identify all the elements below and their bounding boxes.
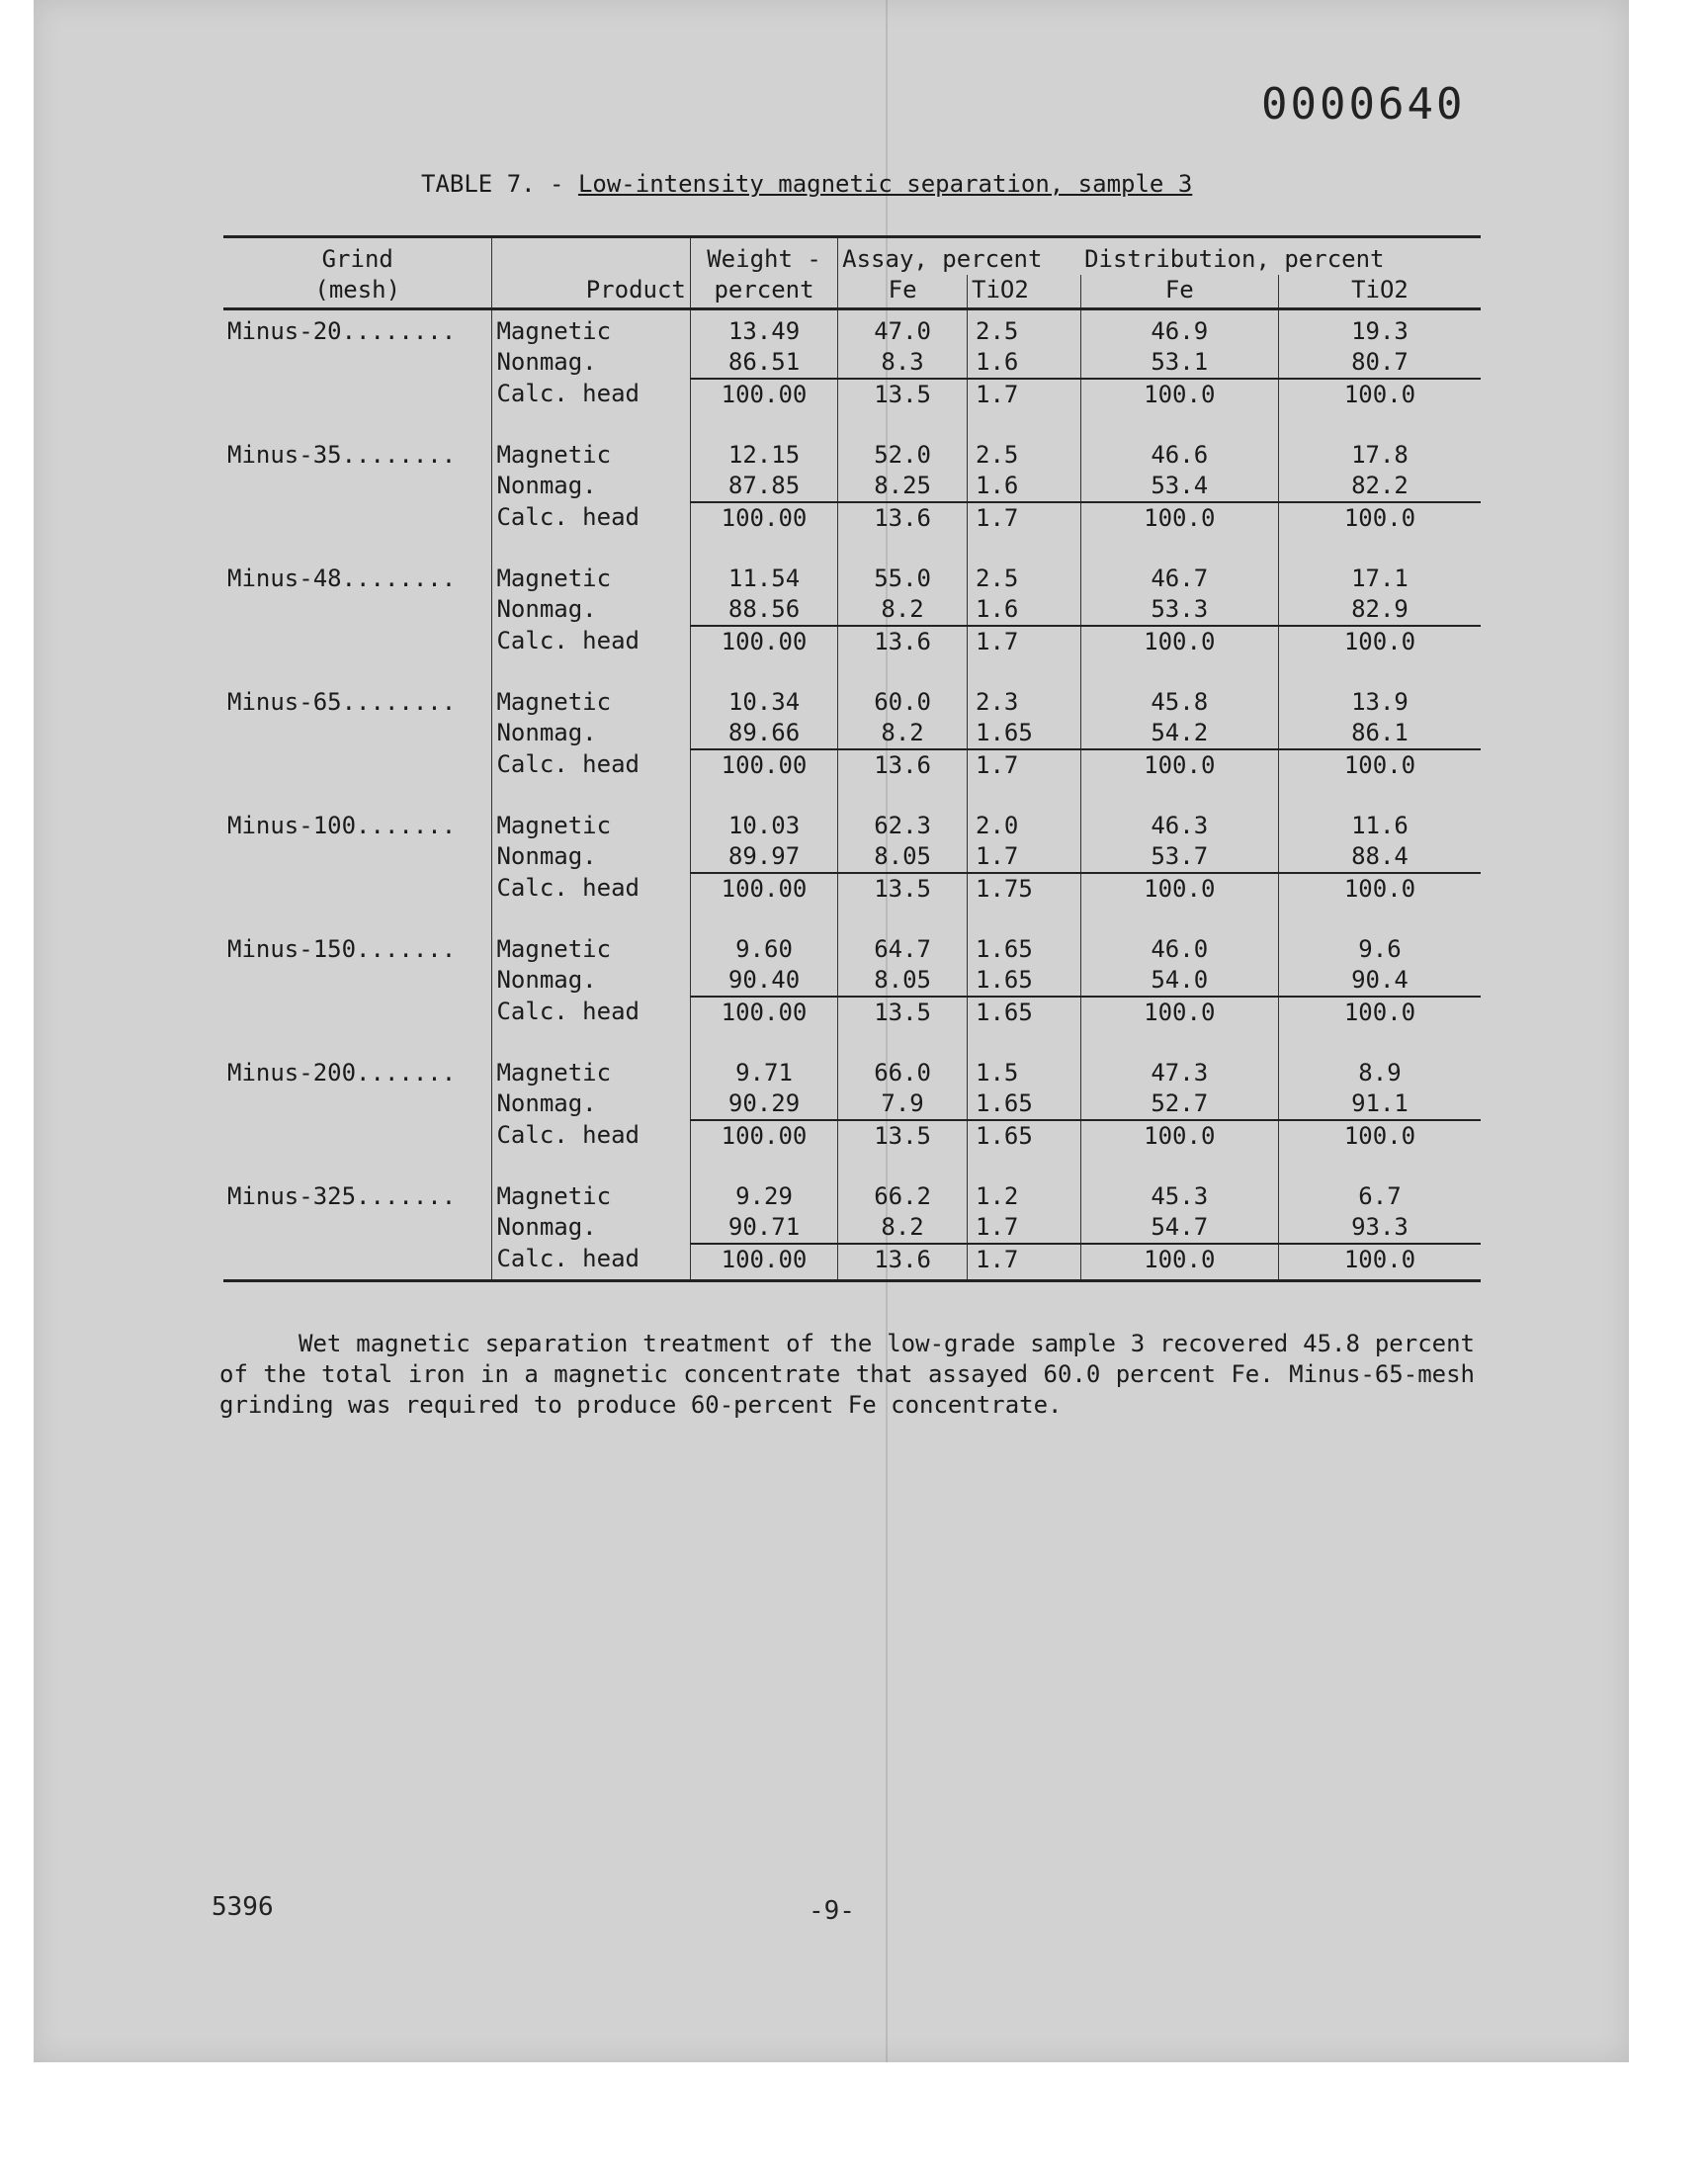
dist-tio2-cell: 100.0 [1278,873,1481,928]
weight-cell: 100.00 [690,749,837,805]
table-row [223,841,1481,873]
assay-fe-cell: 13.5 [838,997,968,1052]
weight-cell: 100.00 [690,997,837,1052]
weight-cell: 13.49 [690,309,837,348]
assay-fe-cell: 8.2 [838,718,968,749]
grind-cell [223,965,492,997]
weight-cell: 11.54 [690,558,837,594]
weight-cell: 100.00 [690,626,837,681]
dist-tio2-cell: 17.8 [1278,434,1481,471]
assay-fe-cell: 8.3 [838,347,968,379]
assay-tio2-cell: 1.65 [968,928,1081,965]
page-number: -9- [809,1896,855,1926]
assay-tio2-cell: 1.65 [968,718,1081,749]
product-cell: Nonmag. [492,965,690,997]
grind-cell: Minus-48........ [227,565,457,592]
table-row [223,1244,1481,1281]
dist-tio2-cell: 6.7 [1278,1175,1481,1212]
assay-fe-cell: 8.05 [838,965,968,997]
table-row [223,434,1481,471]
table-row [223,1212,1481,1244]
dist-fe-cell: 47.3 [1080,1052,1278,1088]
assay-fe-cell: 66.2 [838,1175,968,1212]
dist-fe-cell: 52.7 [1080,1088,1278,1120]
product-cell: Magnetic [492,309,690,348]
grind-cell [223,997,492,1052]
grind-cell [223,347,492,379]
assay-tio2-cell: 2.5 [968,309,1081,348]
assay-tio2-cell: 1.7 [968,379,1081,434]
weight-cell: 100.00 [690,379,837,434]
dist-tio2-cell: 82.9 [1278,594,1481,626]
dist-fe-cell: 53.4 [1080,471,1278,502]
header-assay: Assay, percent [838,237,1080,276]
weight-cell: 88.56 [690,594,837,626]
assay-fe-cell: 66.0 [838,1052,968,1088]
header-weight: Weight - [690,237,837,276]
assay-tio2-cell: 2.5 [968,558,1081,594]
dist-fe-cell: 45.3 [1080,1175,1278,1212]
product-cell: Nonmag. [492,1212,690,1244]
product-cell: Calc. head [492,502,690,558]
dist-fe-cell: 100.0 [1080,626,1278,681]
product-cell: Nonmag. [492,471,690,502]
assay-fe-cell: 52.0 [838,434,968,471]
product-cell: Magnetic [492,928,690,965]
weight-cell: 100.00 [690,1120,837,1175]
assay-fe-cell: 55.0 [838,558,968,594]
dist-fe-cell: 53.3 [1080,594,1278,626]
dist-tio2-cell: 100.0 [1278,502,1481,558]
weight-cell: 10.03 [690,805,837,841]
grind-cell: Minus-35........ [227,441,457,469]
assay-fe-cell: 8.2 [838,594,968,626]
product-cell: Nonmag. [492,594,690,626]
dist-fe-cell: 100.0 [1080,379,1278,434]
product-cell: Calc. head [492,873,690,928]
assay-tio2-cell: 1.65 [968,1088,1081,1120]
grind-cell [223,749,492,805]
assay-fe-cell: 13.6 [838,502,968,558]
product-cell: Nonmag. [492,1088,690,1120]
product-cell: Magnetic [492,805,690,841]
assay-fe-cell: 64.7 [838,928,968,965]
grind-cell: Minus-20........ [227,317,457,345]
weight-cell: 90.40 [690,965,837,997]
dist-fe-cell: 54.7 [1080,1212,1278,1244]
dist-tio2-cell: 82.2 [1278,471,1481,502]
product-cell: Magnetic [492,681,690,718]
table-row [223,1175,1481,1212]
assay-fe-cell: 13.5 [838,1120,968,1175]
table-row [223,558,1481,594]
dist-fe-cell: 46.7 [1080,558,1278,594]
grind-cell [223,841,492,873]
header-assay-tio2: TiO2 [968,275,1081,309]
weight-cell: 100.00 [690,502,837,558]
product-cell: Nonmag. [492,841,690,873]
dist-tio2-cell: 91.1 [1278,1088,1481,1120]
dist-tio2-cell: 19.3 [1278,309,1481,348]
header-mesh: (mesh) [223,275,492,309]
weight-cell: 90.71 [690,1212,837,1244]
dist-tio2-cell: 100.0 [1278,997,1481,1052]
table-body [223,309,1481,1281]
product-cell: Calc. head [492,1120,690,1175]
product-cell: Nonmag. [492,347,690,379]
assay-tio2-cell: 1.7 [968,841,1081,873]
dist-tio2-cell: 100.0 [1278,379,1481,434]
dist-fe-cell: 53.1 [1080,347,1278,379]
dist-fe-cell: 100.0 [1080,1244,1278,1281]
assay-tio2-cell: 1.65 [968,965,1081,997]
header-distribution: Distribution, percent [1080,237,1481,276]
summary-paragraph: Wet magnetic separation treatment of the low-grade sample 3 recovered 45.8 percent of the total iron in a magnetic concentrate that assayed 60.0 percent Fe. Minus-65-mesh grinding was required to produce 60-percent Fe concentrate. [219,1330,1475,1419]
dist-tio2-cell: 9.6 [1278,928,1481,965]
grind-cell: Minus-150....... [227,935,457,963]
product-cell: Nonmag. [492,718,690,749]
dist-fe-cell: 46.9 [1080,309,1278,348]
table-row [223,928,1481,965]
weight-cell: 89.66 [690,718,837,749]
weight-cell: 12.15 [690,434,837,471]
grind-cell [223,502,492,558]
weight-cell: 10.34 [690,681,837,718]
assay-fe-cell: 13.6 [838,1244,968,1281]
assay-fe-cell: 13.5 [838,379,968,434]
dist-tio2-cell: 100.0 [1278,626,1481,681]
dist-tio2-cell: 90.4 [1278,965,1481,997]
table-title-text: Low-intensity magnetic separation, sample 3 [577,170,1193,198]
table-row [223,965,1481,997]
weight-cell: 89.97 [690,841,837,873]
dist-fe-cell: 54.2 [1080,718,1278,749]
table-row [223,681,1481,718]
weight-cell: 87.85 [690,471,837,502]
table-row [223,626,1481,681]
dist-fe-cell: 100.0 [1080,502,1278,558]
weight-cell: 100.00 [690,1244,837,1281]
assay-tio2-cell: 2.3 [968,681,1081,718]
grind-cell [223,594,492,626]
header-dist-fe: Fe [1080,275,1278,309]
dist-tio2-cell: 100.0 [1278,1120,1481,1175]
product-cell: Calc. head [492,749,690,805]
assay-tio2-cell: 1.7 [968,749,1081,805]
header-dist-tio2: TiO2 [1278,275,1481,309]
separation-table [223,235,1481,1282]
header-assay-fe: Fe [838,275,968,309]
product-cell: Calc. head [492,997,690,1052]
product-cell: Magnetic [492,558,690,594]
grind-cell [223,1212,492,1244]
grind-cell: Minus-325....... [227,1182,457,1210]
table-row [223,718,1481,749]
weight-cell: 100.00 [690,873,837,928]
grind-cell [223,1088,492,1120]
dist-fe-cell: 53.7 [1080,841,1278,873]
table-row [223,594,1481,626]
product-cell: Calc. head [492,379,690,434]
dist-fe-cell: 46.6 [1080,434,1278,471]
header-product: Product [492,275,690,309]
assay-fe-cell: 7.9 [838,1088,968,1120]
dist-tio2-cell: 100.0 [1278,749,1481,805]
assay-tio2-cell: 1.75 [968,873,1081,928]
weight-cell: 90.29 [690,1088,837,1120]
table-title [421,170,1192,198]
page-id: 5396 [212,1892,274,1922]
table-row [223,1088,1481,1120]
table-title-prefix: TABLE 7. - [421,170,578,198]
weight-cell: 9.60 [690,928,837,965]
dist-fe-cell: 100.0 [1080,997,1278,1052]
assay-tio2-cell: 1.5 [968,1052,1081,1088]
weight-cell: 86.51 [690,347,837,379]
grind-cell: Minus-65........ [227,688,457,716]
table-row [223,749,1481,805]
dist-tio2-cell: 86.1 [1278,718,1481,749]
grind-cell: Minus-200....... [227,1059,457,1087]
dist-tio2-cell: 100.0 [1278,1244,1481,1281]
assay-tio2-cell: 1.65 [968,997,1081,1052]
dist-fe-cell: 46.3 [1080,805,1278,841]
assay-fe-cell: 13.6 [838,626,968,681]
table-row [223,379,1481,434]
table-row [223,471,1481,502]
table-row [223,347,1481,379]
assay-fe-cell: 8.25 [838,471,968,502]
assay-fe-cell: 8.2 [838,1212,968,1244]
dist-fe-cell: 100.0 [1080,1120,1278,1175]
table-row [223,1052,1481,1088]
header-weight-percent: percent [690,275,837,309]
dist-tio2-cell: 11.6 [1278,805,1481,841]
assay-tio2-cell: 1.65 [968,1120,1081,1175]
grind-cell [223,471,492,502]
assay-fe-cell: 13.5 [838,873,968,928]
product-cell: Magnetic [492,1052,690,1088]
dist-tio2-cell: 13.9 [1278,681,1481,718]
grind-cell [223,873,492,928]
dist-tio2-cell: 8.9 [1278,1052,1481,1088]
assay-tio2-cell: 1.2 [968,1175,1081,1212]
assay-tio2-cell: 1.6 [968,471,1081,502]
grind-cell: Minus-100....... [227,812,457,839]
table-row [223,1120,1481,1175]
assay-fe-cell: 13.6 [838,749,968,805]
assay-tio2-cell: 1.7 [968,626,1081,681]
table-row [223,502,1481,558]
dist-fe-cell: 100.0 [1080,873,1278,928]
assay-tio2-cell: 1.7 [968,502,1081,558]
assay-fe-cell: 60.0 [838,681,968,718]
document-number: 0000640 [1261,79,1466,130]
dist-fe-cell: 45.8 [1080,681,1278,718]
assay-tio2-cell: 1.6 [968,347,1081,379]
product-cell: Magnetic [492,434,690,471]
assay-tio2-cell: 1.6 [968,594,1081,626]
dist-tio2-cell: 93.3 [1278,1212,1481,1244]
product-cell: Magnetic [492,1175,690,1212]
table-row [223,309,1481,348]
dist-fe-cell: 100.0 [1080,749,1278,805]
dist-fe-cell: 54.0 [1080,965,1278,997]
weight-cell: 9.29 [690,1175,837,1212]
grind-cell [223,379,492,434]
grind-cell [223,1120,492,1175]
assay-fe-cell: 47.0 [838,309,968,348]
grind-cell [223,1244,492,1281]
dist-tio2-cell: 17.1 [1278,558,1481,594]
grind-cell [223,718,492,749]
dist-fe-cell: 46.0 [1080,928,1278,965]
assay-tio2-cell: 1.7 [968,1244,1081,1281]
assay-tio2-cell: 2.0 [968,805,1081,841]
assay-tio2-cell: 2.5 [968,434,1081,471]
assay-fe-cell: 8.05 [838,841,968,873]
header-grind: Grind [223,237,492,276]
dist-tio2-cell: 88.4 [1278,841,1481,873]
weight-cell: 9.71 [690,1052,837,1088]
assay-tio2-cell: 1.7 [968,1212,1081,1244]
grind-cell [223,626,492,681]
header-product-spacer [492,237,690,276]
table-row [223,873,1481,928]
product-cell: Calc. head [492,626,690,681]
product-cell: Calc. head [492,1244,690,1281]
assay-fe-cell: 62.3 [838,805,968,841]
table-row [223,805,1481,841]
dist-tio2-cell: 80.7 [1278,347,1481,379]
table-row [223,997,1481,1052]
